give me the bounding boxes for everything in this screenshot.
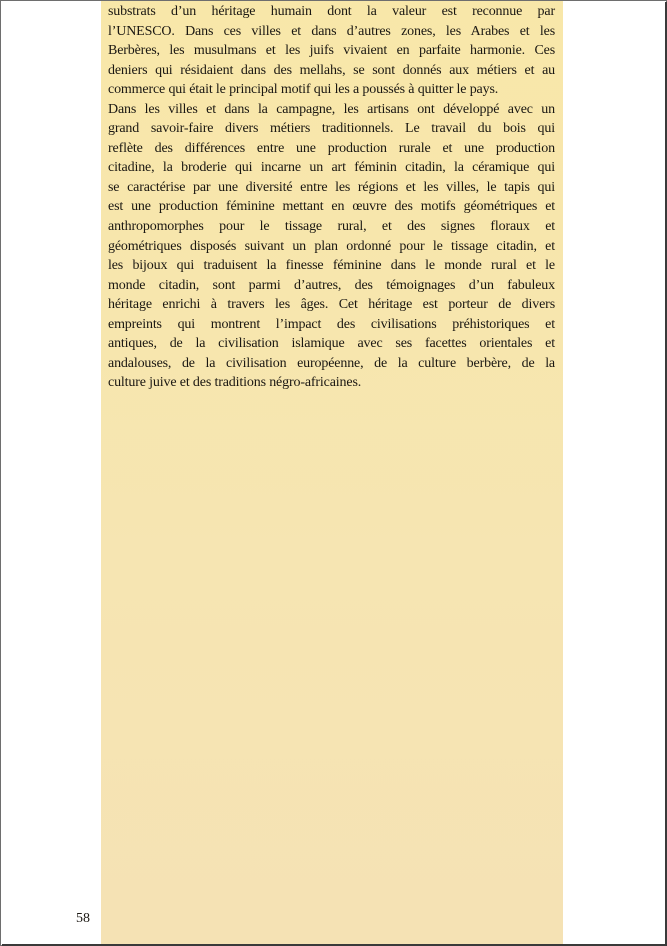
text-line: antiques, de la civilisation islamique avec ses facettes orientales et: [108, 336, 555, 352]
text-line: monde citadin, sont parmi d’autres, des témoignages d’un fabuleux: [108, 277, 555, 293]
page-number: 58: [76, 911, 90, 926]
text-line: andalouses, de la civilisation européenne, de la culture berbère, de la: [108, 355, 555, 371]
text-line: héritage enrichi à travers les âges. Cet héritage est porteur de divers: [108, 297, 555, 313]
text-line: reflète des différences entre une production rurale et une production: [108, 140, 555, 156]
text-line: est une production féminine mettant en œuvre des motifs géométriques et: [108, 199, 555, 215]
text-line: commerce qui était le principal motif qui les a poussés à quitter le pays.: [108, 82, 499, 98]
text-line: se caractérise par une diversité entre les régions et les villes, le tapis qui: [108, 179, 555, 195]
text-line: grand savoir-faire divers métiers traditionnels. Le travail du bois qui: [108, 121, 555, 137]
text-line: les bijoux qui traduisent la finesse féminine dans le monde rural et le: [108, 258, 555, 274]
text-line: empreints qui montrent l’impact des civilisations préhistoriques et: [108, 316, 555, 332]
text-line: culture juive et des traditions négro-africaines.: [108, 375, 362, 391]
text-line: Berbères, les musulmans et les juifs vivaient en parfaite harmonie. Ces: [108, 43, 555, 59]
body-paragraph: [108, 2, 555, 393]
text-line: géométriques disposés suivant un plan ordonné pour le tissage citadin, et: [108, 238, 555, 254]
text-line: Dans les villes et dans la campagne, les artisans ont développé avec un: [108, 101, 555, 117]
text-line: anthropomorphes pour le tissage rural, et des signes floraux et: [108, 219, 555, 235]
text-line: deniers qui résidaient dans des mellahs, se sont donnés aux métiers et au: [108, 62, 555, 78]
text-line: l’UNESCO. Dans ces villes et dans d’autres zones, les Arabes et les: [108, 23, 555, 39]
text-line: citadine, la broderie qui incarne un art féminin citadin, la céramique qui: [108, 160, 555, 176]
text-line: substrats d’un héritage humain dont la valeur est reconnue par: [108, 4, 555, 19]
